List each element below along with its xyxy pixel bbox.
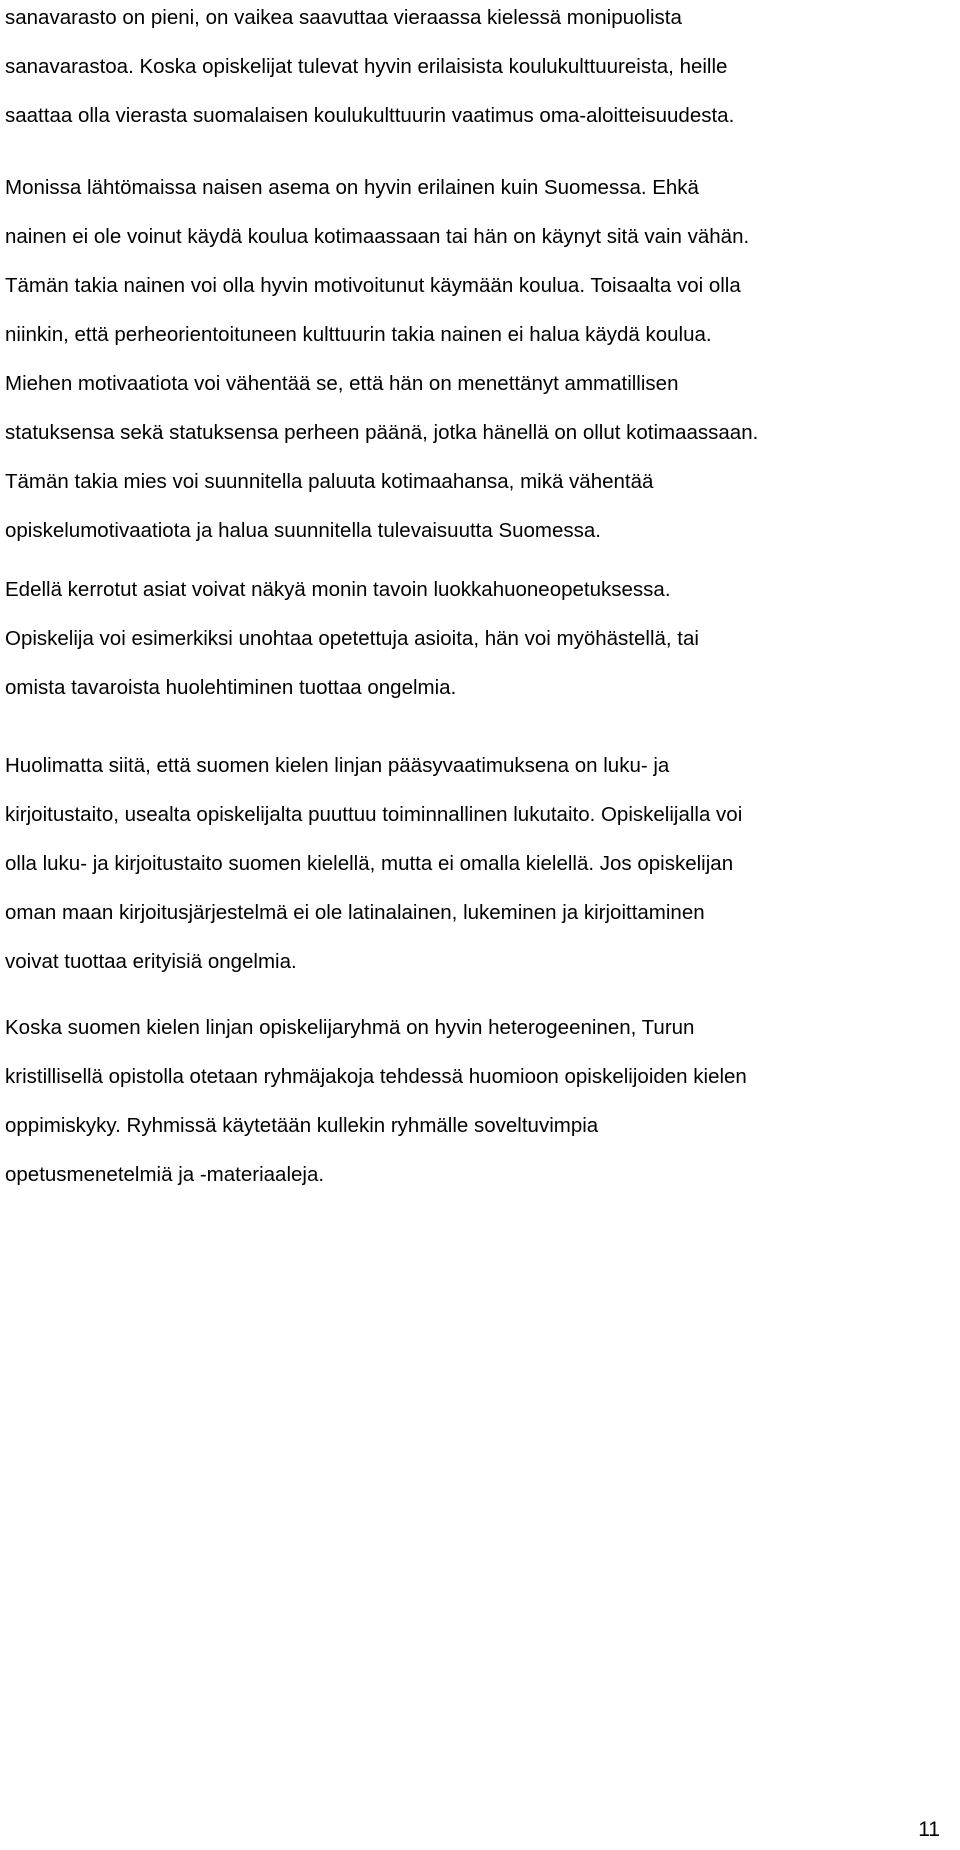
paragraph <box>5 1003 747 1199</box>
text-line: statuksensa sekä statuksensa perheen päänä, jotka hänellä on ollut kotimaassaan. <box>5 421 759 444</box>
text-line: olla luku- ja kirjoitustaito suomen kielellä, mutta ei omalla kielellä. Jos opiskelijan <box>5 852 734 875</box>
text-line: opiskelumotivaatiota ja halua suunnitella tulevaisuutta Suomessa. <box>5 519 602 542</box>
text-line: Huolimatta siitä, että suomen kielen linjan pääsyvaatimuksena on luku- ja <box>5 754 670 777</box>
page-number: 11 <box>918 1818 940 1841</box>
text-line: Koska suomen kielen linjan opiskelijaryhmä on hyvin heterogeeninen, Turun <box>5 1016 695 1039</box>
text-line: Tämän takia mies voi suunnitella paluuta kotimaahansa, mikä vähentää <box>5 470 654 493</box>
text-line: Tämän takia nainen voi olla hyvin motivoitunut käymään koulua. Toisaalta voi olla <box>5 274 741 297</box>
text-line: Opiskelija voi esimerkiksi unohtaa opetettuja asioita, hän voi myöhästellä, tai <box>5 627 699 650</box>
text-line: Edellä kerrotut asiat voivat näkyä monin tavoin luokkahuoneopetuksessa. <box>5 578 671 601</box>
text-line: sanavarasto on pieni, on vaikea saavuttaa vieraassa kielessä monipuolista <box>5 6 682 29</box>
text-line: omista tavaroista huolehtiminen tuottaa ongelmia. <box>5 676 457 699</box>
text-line: kirjoitustaito, usealta opiskelijalta puuttuu toiminnallinen lukutaito. Opiskelijalla voi <box>5 803 743 826</box>
text-line: nainen ei ole voinut käydä koulua kotimaassaan tai hän on käynyt sitä vain vähän. <box>5 225 750 248</box>
text-line: kristillisellä opistolla otetaan ryhmäjakoja tehdessä huomioon opiskelijoiden kielen <box>5 1065 747 1088</box>
text-line: saattaa olla vierasta suomalaisen koulukulttuurin vaatimus oma-aloitteisuudesta. <box>5 104 735 127</box>
text-line: Miehen motivaatiota voi vähentää se, että hän on menettänyt ammatillisen <box>5 372 679 395</box>
document-page <box>5 0 950 1850</box>
text-line: sanavarastoa. Koska opiskelijat tulevat hyvin erilaisista koulukulttuureista, heille <box>5 55 728 78</box>
text-line: niinkin, että perheorientoituneen kulttuurin takia nainen ei halua käydä koulua. <box>5 323 712 346</box>
text-line: opetusmenetelmiä ja -materiaaleja. <box>5 1163 325 1186</box>
text-line: oppimiskyky. Ryhmissä käytetään kullekin ryhmälle soveltuvimpia <box>5 1114 599 1137</box>
paragraph <box>5 0 734 140</box>
paragraph <box>5 741 742 986</box>
text-line: oman maan kirjoitusjärjestelmä ei ole latinalainen, lukeminen ja kirjoittaminen <box>5 901 705 924</box>
text-line: voivat tuottaa erityisiä ongelmia. <box>5 950 297 973</box>
paragraph <box>5 565 699 712</box>
paragraph <box>5 163 758 555</box>
text-line: Monissa lähtömaissa naisen asema on hyvin erilainen kuin Suomessa. Ehkä <box>5 176 699 199</box>
